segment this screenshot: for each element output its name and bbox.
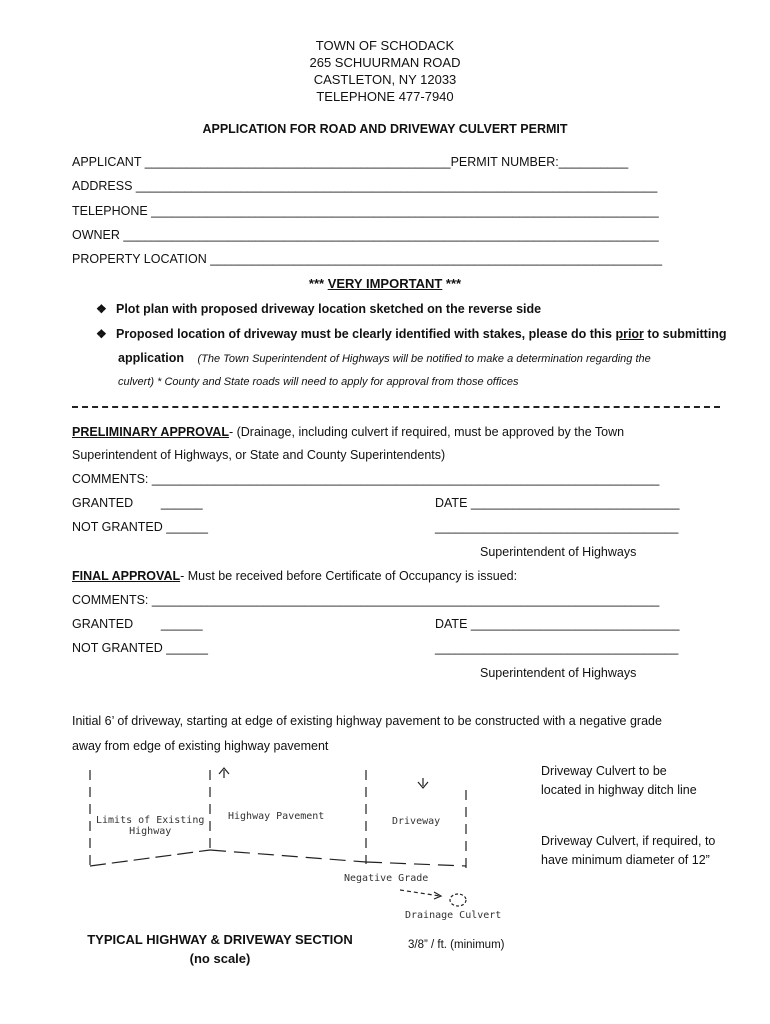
culvert-diameter-note [541, 832, 715, 870]
preliminary-signature-label: Superintendent of Highways [480, 545, 637, 559]
preliminary-not-granted-field[interactable]: NOT GRANTED ______ [72, 520, 208, 534]
diamond-bullet-icon: ❖ [96, 302, 107, 316]
culvert-diameter-line2: have minimum diameter of 12” [541, 853, 710, 867]
section-caption [80, 930, 360, 968]
requirement-application: application [118, 351, 184, 365]
property-location-field[interactable]: PROPERTY LOCATION _________________________________________________________________ [72, 252, 663, 266]
ditch-location-line2: located in highway ditch line [541, 783, 697, 797]
requirement-plot-plan-text: Plot plan with proposed driveway location sketched on the reverse side [116, 302, 542, 316]
final-date-field[interactable]: DATE ______________________________ [435, 617, 680, 631]
requirement-prior: prior [615, 327, 644, 341]
preliminary-granted-field[interactable]: GRANTED ______ [72, 496, 203, 510]
applicant-field[interactable]: APPLICANT ____________________________________________PERMIT NUMBER:__________ [72, 155, 629, 169]
town-name: TOWN OF SCHODACK [315, 38, 455, 53]
stars-left: *** [308, 276, 328, 291]
diagram-limits-line2: Highway [129, 826, 172, 837]
slope-requirement: 3/8” / ft. (minimum) [408, 939, 505, 951]
final-signature-label: Superintendent of Highways [480, 666, 637, 680]
section-caption-title: TYPICAL HIGHWAY & DRIVEWAY SECTION [87, 932, 353, 947]
diagram-negative-grade-label: Negative Grade [344, 873, 429, 884]
requirement-stakes-text: Proposed location of driveway must be clearly identified with stakes, please do this [116, 327, 616, 341]
initial-driveway-note: Initial 6’ of driveway, starting at edge of existing highway pavement to be constructed with a negative grade [72, 714, 662, 728]
diagram-drainage-label: Drainage Culvert [405, 910, 502, 921]
diagram-pavement-label: Highway Pavement [228, 811, 325, 822]
initial-driveway-note-cont: away from edge of existing highway pavement [72, 739, 329, 753]
street-address: 265 SCHUURMAN ROAD [309, 55, 461, 70]
driveway-surface-line [366, 862, 466, 866]
requirement-stakes-end: to submitting [643, 327, 727, 341]
preliminary-date-field[interactable]: DATE ______________________________ [435, 496, 680, 510]
owner-field[interactable]: OWNER _____________________________________________________________________________ [72, 228, 659, 242]
city-address: CASTLETON, NY 12033 [313, 72, 457, 87]
superintendent-note: (The Town Superintendent of Highways will be notified to make a determination regarding the [197, 353, 651, 365]
ditch-location-note [541, 762, 697, 800]
office-phone: TELEPHONE 477-7940 [316, 89, 454, 104]
stars-right: *** [442, 276, 462, 291]
preliminary-approval-desc2: Superintendent of Highways, or State and County Superintendents) [72, 448, 446, 462]
final-comments-field[interactable]: COMMENTS: _________________________________________________________________________ [72, 593, 660, 607]
culvert-diameter-line1: Driveway Culvert, if required, to [541, 834, 716, 848]
final-not-granted-field[interactable]: NOT GRANTED ______ [72, 641, 208, 655]
final-approval-heading: FINAL APPROVAL [72, 569, 181, 583]
grade-arrow-line [400, 890, 440, 896]
ditch-left-line [90, 850, 210, 866]
ditch-location-line1: Driveway Culvert to be [541, 764, 667, 778]
form-title: APPLICATION FOR ROAD AND DRIVEWAY CULVERT PERMIT [202, 122, 568, 136]
section-caption-scale: (no scale) [189, 951, 251, 966]
diagram-driveway-label: Driveway [392, 816, 441, 827]
diagram-limits-label [96, 815, 204, 837]
preliminary-comments-field[interactable]: COMMENTS: _________________________________________________________________________ [72, 472, 660, 486]
diagram-limits-line1: Limits of Existing [96, 815, 205, 826]
county-state-note: culvert) * County and State roads will need to apply for approval from those offices [118, 376, 519, 388]
final-approval-desc: - Must be received before Certificate of Occupancy is issued: [180, 569, 518, 583]
preliminary-approval-heading: PRELIMINARY APPROVAL [72, 425, 229, 439]
address-field[interactable]: ADDRESS ___________________________________________________________________________ [72, 179, 658, 193]
very-important-label: VERY IMPORTANT [327, 276, 443, 291]
preliminary-approval-desc: - (Drainage, including culvert if required, must be approved by the Town [228, 425, 625, 439]
final-granted-field[interactable]: GRANTED ______ [72, 617, 203, 631]
telephone-field[interactable]: TELEPHONE _________________________________________________________________________ [72, 204, 659, 218]
culvert-circle-icon [450, 894, 466, 906]
final-signature-line[interactable]: ___________________________________ [435, 641, 679, 655]
preliminary-signature-line[interactable]: ___________________________________ [435, 520, 679, 534]
diamond-bullet-icon: ❖ [96, 327, 107, 341]
pavement-surface-line [210, 850, 366, 862]
